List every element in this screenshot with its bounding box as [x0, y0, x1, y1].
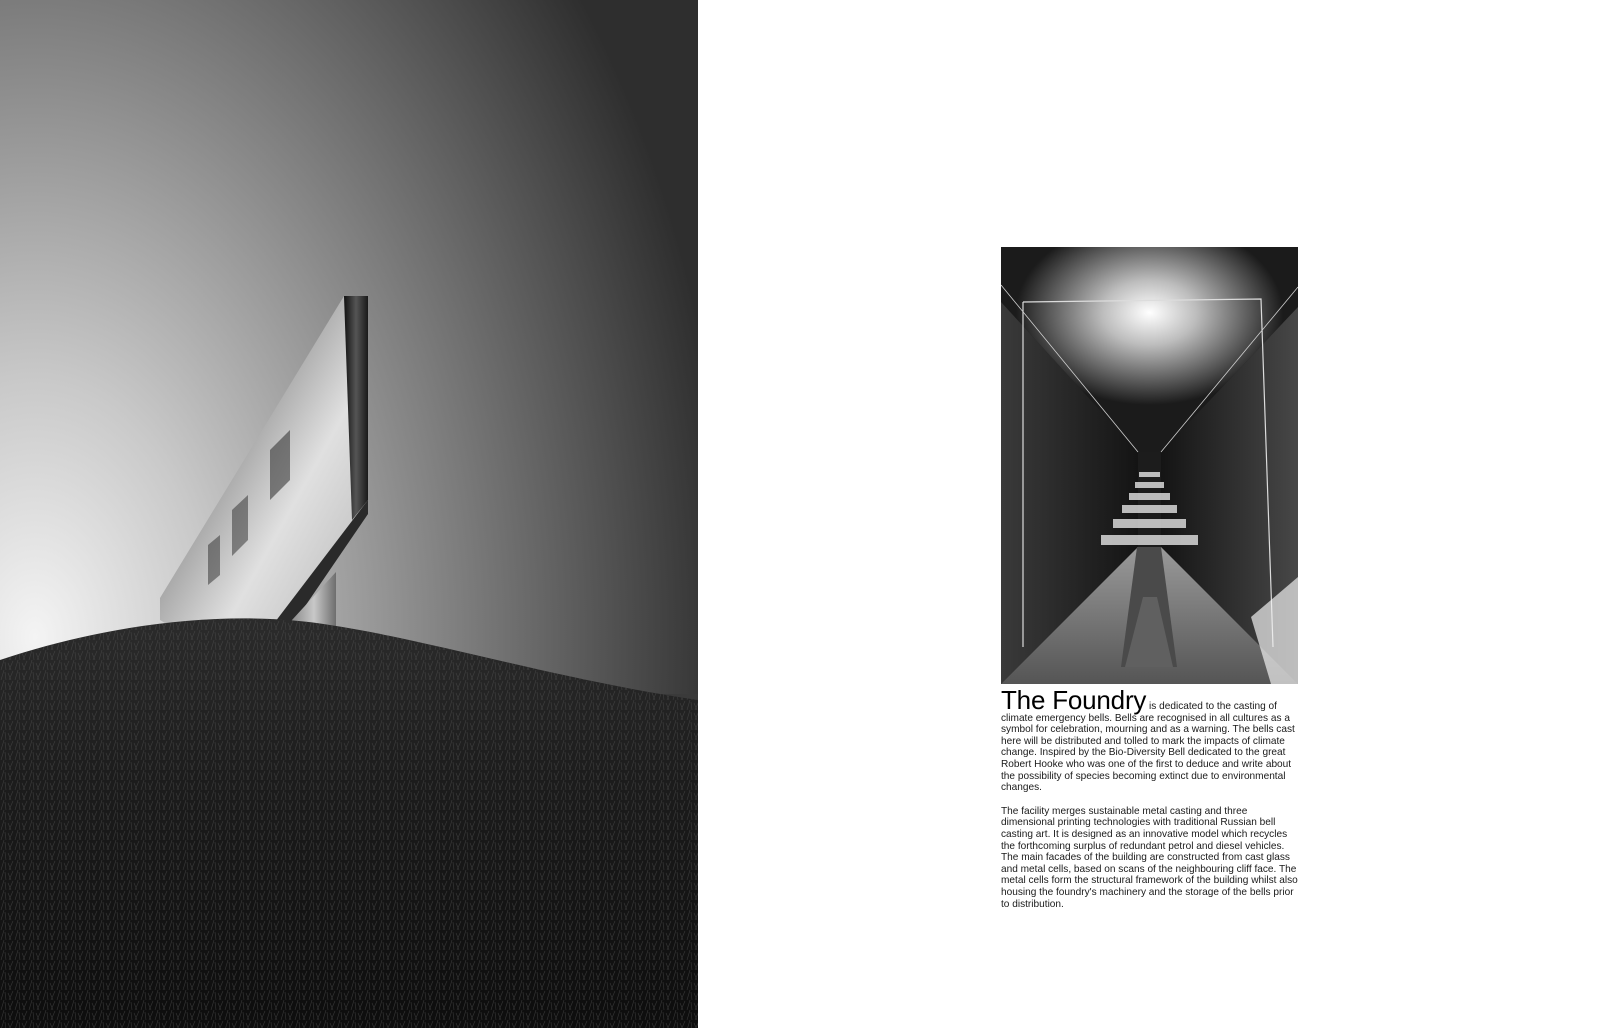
intro-paragraph [1001, 685, 1300, 794]
foundry-interior-image [1001, 247, 1298, 684]
left-page-render [0, 0, 698, 1028]
monolith-landscape-image [0, 0, 698, 1028]
article-title: The Foundry [1001, 685, 1147, 715]
corridor-render-image [1001, 247, 1298, 684]
intro-text: is dedicated to the casting of climate emergency bells. Bells are recognised in all cultures as a symbol for celebration, mourning and as a warning. The bells cast here will be distributed and tolled to mark the impacts of climate change. Inspired by the Bio-Diversity Bell dedicated to the great Robert Hooke who was one of the first to deduce and write about the possibility of species becoming extinct due to environmental changes. [1001, 701, 1295, 794]
body-paragraph: The facility merges sustainable metal casting and three dimensional printing technologies with traditional Russian bell casting art. It is designed as an innovative model which recycles the forthcoming surplus of redundant petrol and diesel vehicles. The main facades of the building are constructed from cast glass and metal cells, based on scans of the neighbouring cliff face. The metal cells form the structural framework of the building whilst also housing the foundry's machinery and the storage of the bells prior to distribution. [1001, 805, 1298, 910]
article-text [1001, 685, 1300, 910]
